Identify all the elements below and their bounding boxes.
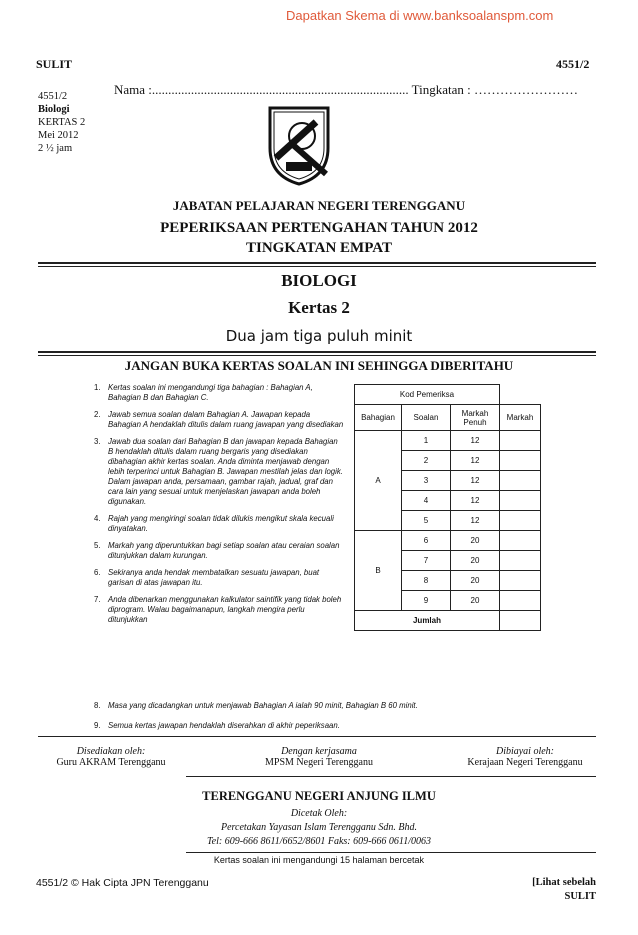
paper-number: KERTAS 2 [38, 117, 86, 128]
prepared-block: Disediakan oleh: Guru AKRAM Terengganu [56, 746, 166, 768]
table-row: 3 12 [355, 471, 541, 491]
table-row: 9 20 [355, 591, 541, 611]
mark-cell[interactable] [500, 531, 541, 551]
mark-cell[interactable] [500, 511, 541, 531]
table-header: Markah [500, 405, 541, 431]
footnote-8: 8. Masa yang dicadangkan untuk menjawab Bahagian A ialah 90 minit, Bahagian B 60 minit. [94, 701, 418, 710]
divider-mid-thin [38, 355, 596, 356]
section-label: A [355, 431, 402, 531]
paper-title: Kertas 2 [288, 298, 350, 317]
footer-see-next: [Lihat sebelah [532, 877, 596, 888]
table-header: Markah Penuh [451, 405, 500, 431]
table-row: 4 12 [355, 491, 541, 511]
duration-text: Dua jam tiga puluh minit [225, 327, 413, 345]
total-row [355, 611, 541, 631]
total-mark-cell[interactable] [500, 611, 541, 631]
divider-mid [38, 351, 596, 353]
table-header: Bahagian [355, 405, 402, 431]
mark-cell[interactable] [500, 571, 541, 591]
instruction-item: 4. Rajah yang mengiringi soalan tidak dilukis mengikut skala kecuali dinyatakan. [94, 514, 334, 533]
divider-top-thin [38, 266, 596, 267]
exam-title: PEPERIKSAAN PERTENGAHAN TAHUN 2012 [160, 220, 478, 236]
instructions-list [94, 383, 344, 632]
mark-cell[interactable] [500, 591, 541, 611]
paper-code: 4551/2 [38, 91, 68, 102]
form-title: TINGKATAN EMPAT [246, 240, 392, 256]
table-header: Soalan [402, 405, 451, 431]
instruction-item: 6. Sekiranya anda hendak membatalkan sesuatu jawapan, buat garisan di atas jawapan itu. [94, 568, 320, 587]
subject-title: BIOLOGI [281, 271, 357, 290]
divider-pages [186, 852, 596, 853]
pages-note: Kertas soalan ini mengandungi 15 halaman bercetak [213, 855, 425, 865]
state-crest-logo [256, 102, 342, 188]
mark-cell[interactable] [500, 471, 541, 491]
name-field-line: Nama :............................................................................... Tingkatan : …………………… [114, 82, 579, 97]
total-label: Jumlah [355, 611, 500, 631]
instruction-item: 3. Jawab dua soalan dari Bahagian B dan jawapan kepada Bahagian B hendaklah ditulis dalam ruang bergaris yang disediakan dibahagian akhir kertas soalan. Anda diminta menjawab dengan lebih terperinci untuk Bahagian B. Jawapan mestilah jelas dan logik. Dalam jawapan anda, persamaan, gambar rajah, jadual, graf dan cara lain yang sesuai untuk menjelaskan jawapan anda boleh digunakan. [94, 437, 343, 506]
divider-motto [186, 776, 596, 777]
sulit-label: SULIT [36, 57, 73, 71]
instruction-item: 5. Markah yang diperuntukkan bagi setiap soalan atau ceraian soalan ditunjukkan dalam kurungan. [94, 541, 340, 560]
funded-block: Dibiayai oleh: Kerajaan Negeri Terengganu [467, 746, 583, 768]
printer-contact: Tel: 609-666 8611/6652/8601 Faks: 609-666 0611/0063 [207, 836, 431, 847]
subject-name: Biologi [38, 104, 70, 115]
table-row: 7 20 [355, 551, 541, 571]
paper-code-right: 4551/2 [556, 57, 590, 71]
mark-cell[interactable] [500, 431, 541, 451]
printed-label: Dicetak Oleh: [290, 808, 348, 819]
footnote-9: 9. Semua kertas jawapan hendaklah diserahkan di akhir peperiksaan. [94, 721, 340, 730]
paper-info [38, 90, 85, 155]
mark-cell[interactable] [500, 491, 541, 511]
mark-cell[interactable] [500, 451, 541, 471]
table-row: 2 12 [355, 451, 541, 471]
instruction-item: 2. Jawab semua soalan dalam Bahagian A. Jawapan kepada Bahagian A hendaklah ditulis dalam ruang jawapan yang disediakan [94, 410, 344, 429]
footer-copyright: 4551/2 © Hak Cipta JPN Terengganu [36, 877, 209, 889]
department-title: JABATAN PELAJARAN NEGERI TERENGGANU [172, 198, 466, 213]
footer-sulit: SULIT [564, 891, 596, 902]
table-row: 8 20 [355, 571, 541, 591]
section-label: B [355, 531, 402, 611]
mark-cell[interactable] [500, 551, 541, 571]
examiner-code-table [354, 384, 541, 631]
watermark-text: Dapatkan Skema di www.banksoalanspm.com [286, 8, 554, 23]
exam-date: Mei 2012 [38, 130, 79, 141]
exam-duration: 2 ½ jam [38, 143, 73, 154]
instruction-item: 1. Kertas soalan ini mengandungi tiga bahagian : Bahagian A, Bahagian B dan Bahagian C. [94, 383, 313, 402]
divider-top [38, 262, 596, 264]
warning-text: JANGAN BUKA KERTAS SOALAN INI SEHINGGA DIBERITAHU [124, 358, 514, 373]
table-row: 5 12 [355, 511, 541, 531]
table-row: B 6 20 [355, 531, 541, 551]
table-title: Kod Pemeriksa [355, 385, 500, 405]
table-row: A 1 12 [355, 431, 541, 451]
divider-credits [38, 736, 596, 737]
instruction-item: 7. Anda dibenarkan menggunakan kalkulator saintifik yang tidak boleh diprogram. Walau bagaimanapun, langkah mengira perlu ditunjukkan [94, 595, 342, 624]
printer-name: Percetakan Yayasan Islam Terengganu Sdn. Bhd. [220, 822, 417, 833]
motto-text: TERENGGANU NEGERI ANJUNG ILMU [202, 789, 436, 803]
collab-block: Dengan kerjasama MPSM Negeri Terengganu [265, 746, 373, 768]
